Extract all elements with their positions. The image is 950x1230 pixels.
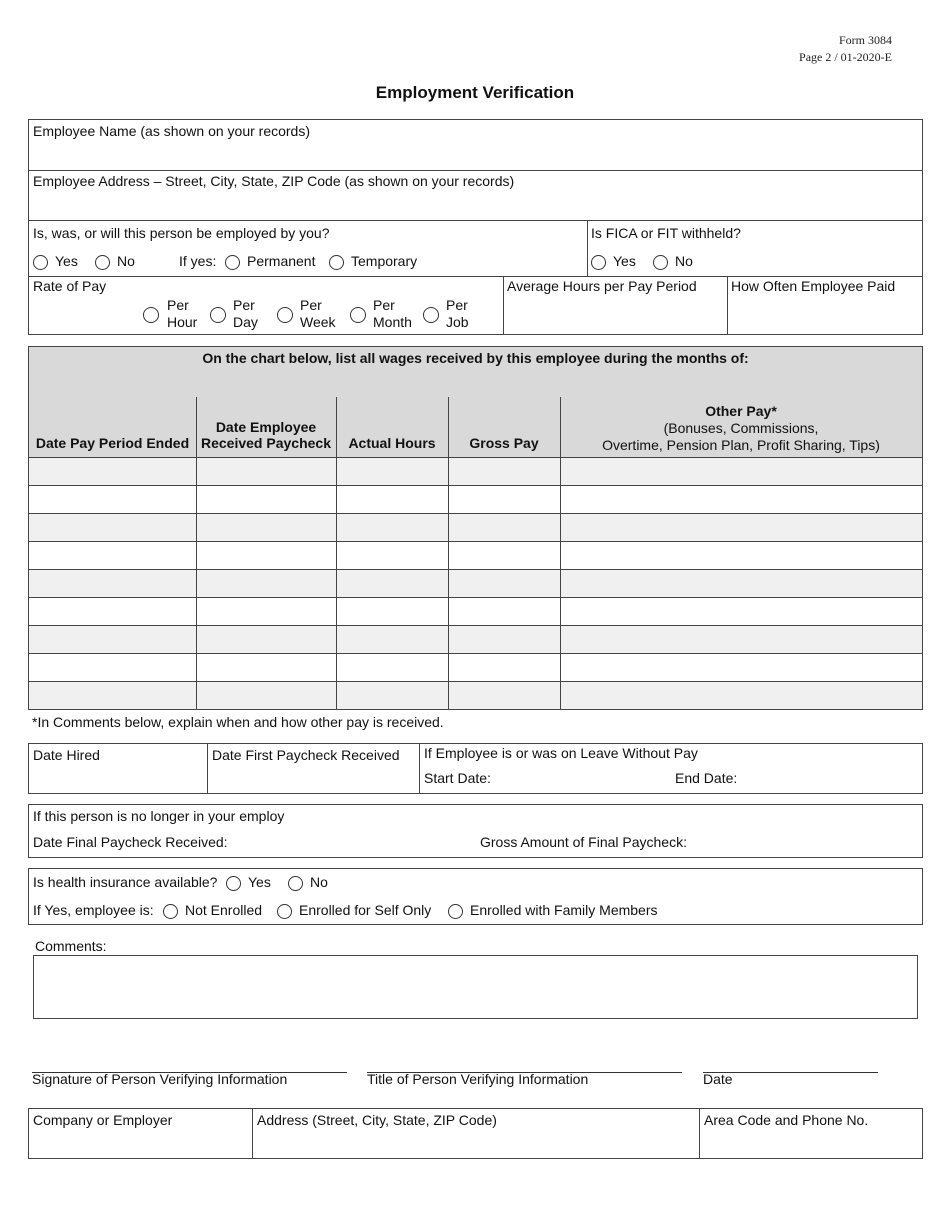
employed-no-label: No: [117, 253, 135, 269]
wages-instruction: On the chart below, list all wages received by this employee during the months of:: [202, 350, 749, 366]
leave-without-pay-label: If Employee is or was on Leave Without Pay: [424, 745, 698, 761]
date-hired-field[interactable]: [29, 766, 206, 793]
first-paycheck-label: Date First Paycheck Received: [212, 747, 400, 763]
wages-table: [28, 397, 923, 710]
per-week-label: Per Week: [300, 297, 336, 330]
insurance-no-radio[interactable]: [288, 876, 303, 891]
employed-no-radio[interactable]: [95, 255, 110, 270]
company-address-field[interactable]: [253, 1131, 698, 1158]
if-yes-employee-label: If Yes, employee is:: [33, 902, 154, 918]
company-employer-label: Company or Employer: [33, 1112, 173, 1128]
per-month-label: Per Month: [373, 297, 412, 330]
table-row[interactable]: [29, 626, 922, 654]
temporary-label: Temporary: [351, 253, 418, 269]
table-row[interactable]: [29, 542, 922, 570]
final-paycheck-date-label: Date Final Paycheck Received:: [33, 834, 228, 850]
col-gross-pay: Gross Pay: [469, 435, 539, 451]
not-enrolled-label: Not Enrolled: [185, 902, 263, 918]
company-phone-label: Area Code and Phone No.: [704, 1112, 869, 1128]
leave-end-date-label: End Date:: [675, 770, 738, 786]
per-day-radio[interactable]: [210, 307, 226, 323]
comments-label: Comments:: [35, 938, 107, 954]
employed-yes-radio[interactable]: [33, 255, 48, 270]
employed-yes-label: Yes: [55, 253, 78, 269]
col-date-employee-received: Date Employee Received Paycheck: [201, 419, 331, 451]
title-label: Title of Person Verifying Information: [367, 1071, 589, 1087]
self-only-radio[interactable]: [277, 904, 292, 919]
per-hour-label: Per Hour: [167, 297, 198, 330]
col-date-pay-period-ended: Date Pay Period Ended: [35, 435, 190, 451]
fica-question: Is FICA or FIT withheld?: [591, 225, 741, 241]
col-other-pay: Other Pay* (Bonuses, Commissions, Overtime, Pension Plan, Profit Sharing, Tips): [602, 403, 880, 453]
per-month-radio[interactable]: [350, 307, 366, 323]
no-longer-employed-label: If this person is no longer in your employ: [33, 808, 285, 824]
signature-label: Signature of Person Verifying Information: [32, 1071, 288, 1087]
per-job-label: Per Job: [446, 297, 469, 330]
company-employer-field[interactable]: [29, 1131, 251, 1158]
employee-address-field[interactable]: [29, 192, 923, 219]
employee-section: [28, 119, 923, 335]
employment-question: Is, was, or will this person be employed by you?: [33, 225, 330, 241]
company-phone-field[interactable]: [700, 1131, 922, 1158]
employee-address-label: Employee Address – Street, City, State, ZIP Code (as shown on your records): [33, 173, 515, 189]
wages-footnote: *In Comments below, explain when and how other pay is received.: [32, 714, 444, 730]
fica-no-label: No: [675, 253, 693, 269]
date-label: Date: [703, 1071, 733, 1087]
insurance-no-label: No: [310, 874, 328, 890]
first-paycheck-field[interactable]: [208, 766, 418, 793]
not-enrolled-radio[interactable]: [163, 904, 178, 919]
table-row[interactable]: [29, 598, 922, 626]
table-row[interactable]: [29, 486, 922, 514]
rate-of-pay-label: Rate of Pay: [33, 278, 107, 294]
permanent-label: Permanent: [247, 253, 316, 269]
fica-yes-label: Yes: [613, 253, 636, 269]
family-members-label: Enrolled with Family Members: [470, 902, 658, 918]
wages-instruction-banner: [28, 346, 923, 398]
per-day-label: Per Day: [233, 297, 258, 330]
if-yes-label: If yes:: [179, 253, 217, 269]
table-row[interactable]: [29, 514, 922, 542]
avg-hours-label: Average Hours per Pay Period: [507, 278, 697, 294]
table-row[interactable]: [29, 458, 922, 486]
table-row[interactable]: [29, 654, 922, 682]
table-row[interactable]: [29, 682, 922, 709]
self-only-label: Enrolled for Self Only: [299, 902, 432, 918]
insurance-yes-label: Yes: [248, 874, 271, 890]
table-row[interactable]: [29, 570, 922, 598]
per-job-radio[interactable]: [423, 307, 439, 323]
per-hour-radio[interactable]: [143, 307, 159, 323]
insurance-section: [28, 868, 923, 925]
col-actual-hours: Actual Hours: [348, 435, 436, 451]
form-number: Form 3084: [838, 33, 892, 47]
page-title: Employment Verification: [375, 83, 575, 102]
company-section: [28, 1108, 923, 1159]
company-address-label: Address (Street, City, State, ZIP Code): [257, 1112, 497, 1128]
insurance-yes-radio[interactable]: [226, 876, 241, 891]
page-info: Page 2 / 01-2020-E: [799, 50, 892, 64]
dates-section: [28, 743, 923, 794]
health-insurance-question: Is health insurance available?: [33, 874, 218, 890]
employee-name-field[interactable]: [29, 142, 923, 169]
wages-header-row: [29, 397, 922, 458]
comments-field[interactable]: [33, 955, 918, 1019]
final-paycheck-gross-label: Gross Amount of Final Paycheck:: [480, 834, 687, 850]
fica-no-radio[interactable]: [653, 255, 668, 270]
how-often-paid-label: How Often Employee Paid: [731, 278, 896, 294]
date-hired-label: Date Hired: [33, 747, 100, 763]
fica-yes-radio[interactable]: [591, 255, 606, 270]
termination-section: [28, 804, 923, 858]
per-week-radio[interactable]: [277, 307, 293, 323]
leave-start-date-label: Start Date:: [424, 770, 491, 786]
family-members-radio[interactable]: [448, 904, 463, 919]
permanent-radio[interactable]: [225, 255, 240, 270]
employee-name-label: Employee Name (as shown on your records): [33, 123, 311, 139]
temporary-radio[interactable]: [329, 255, 344, 270]
